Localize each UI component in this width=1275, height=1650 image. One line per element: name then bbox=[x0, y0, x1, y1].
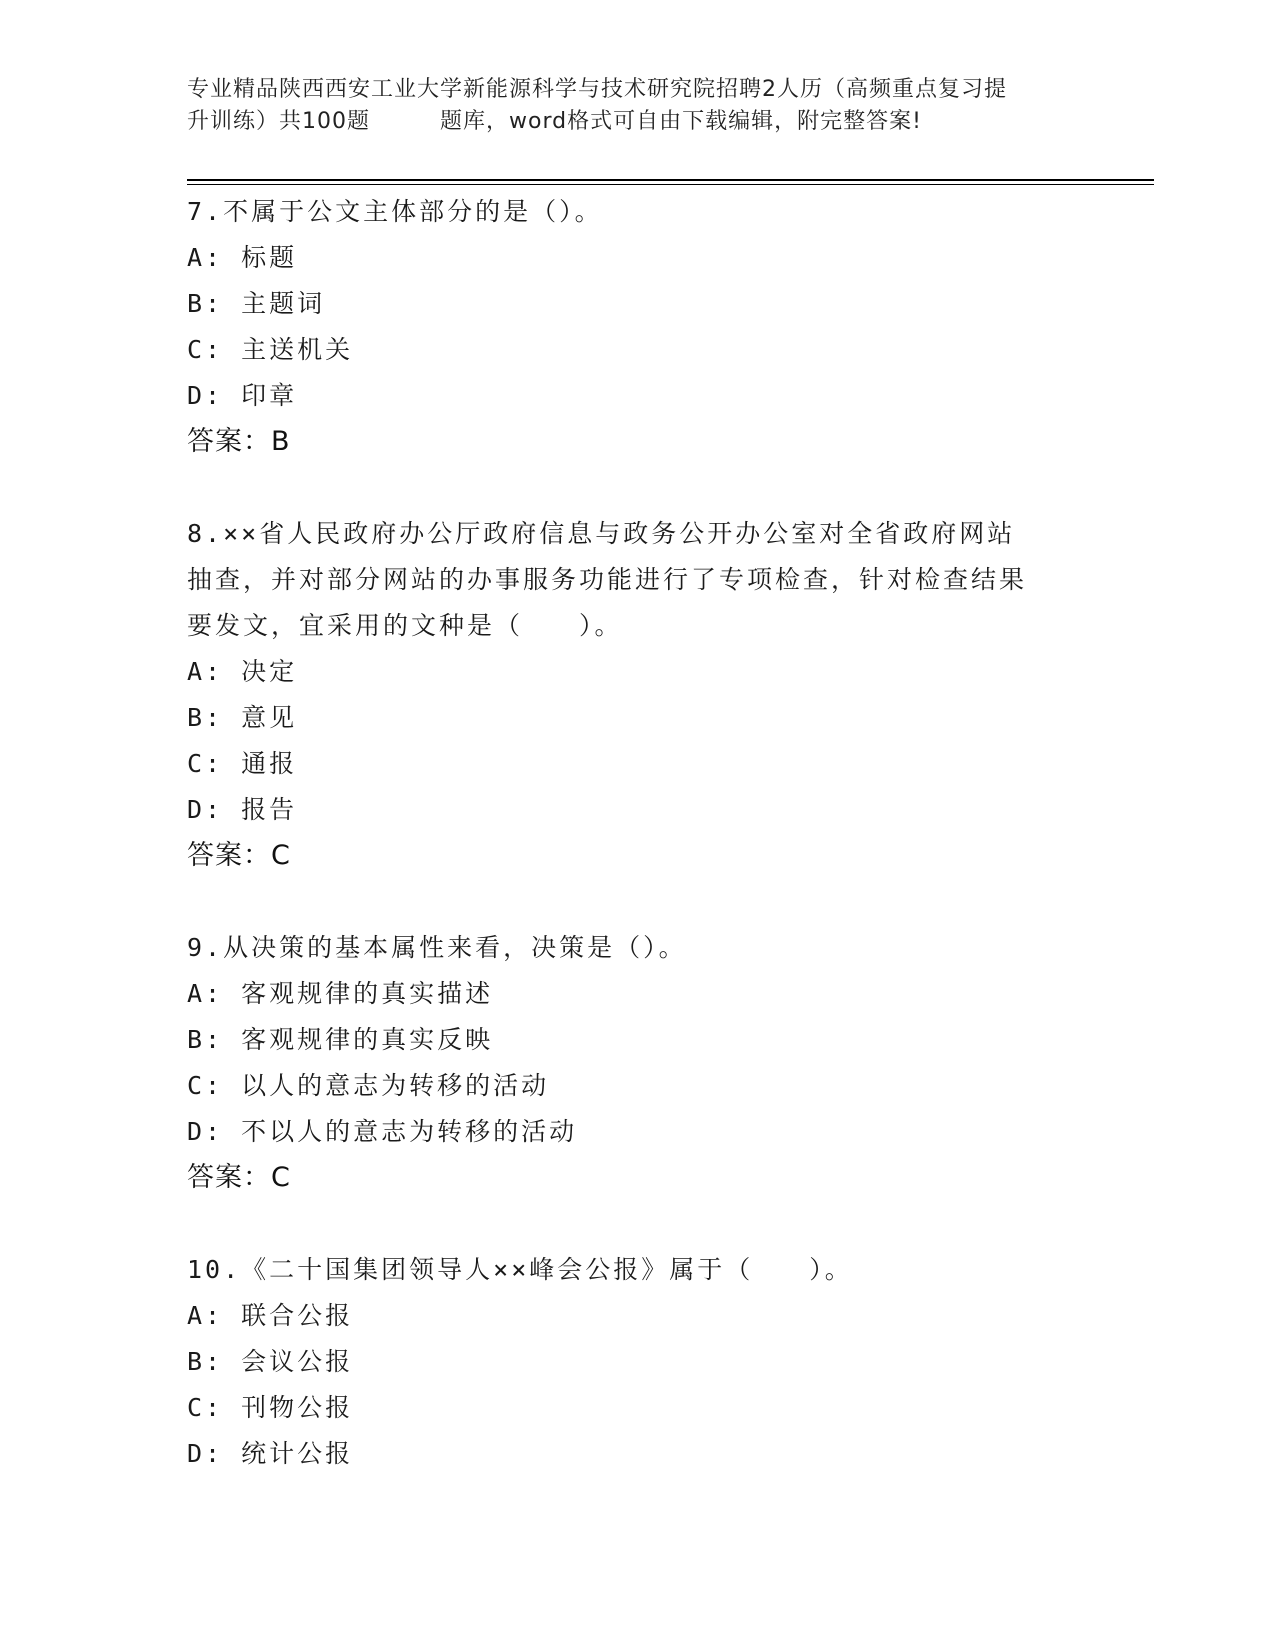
option-c: C: 以人的意志为转移的活动 bbox=[187, 1071, 550, 1100]
header-line-1: 专业精品陕西西安工业大学新能源科学与技术研究院招聘2人历（高频重点复习提 bbox=[187, 77, 1007, 102]
option-b: B: 客观规律的真实反映 bbox=[187, 1025, 494, 1054]
question-stem: 10.《二十国集团领导人××峰会公报》属于（ ）。 bbox=[187, 1255, 853, 1284]
question-block bbox=[187, 925, 1087, 1201]
header-line-2-part-1: 升训练）共100题 bbox=[187, 109, 370, 134]
option-a: A: 标题 bbox=[187, 243, 298, 272]
question-stem: 8.××省人民政府办公厅政府信息与政务公开办公室对全省政府网站 bbox=[187, 519, 1016, 548]
option-b: B: 会议公报 bbox=[187, 1347, 354, 1376]
question-stem: 9.从决策的基本属性来看，决策是（）。 bbox=[187, 933, 687, 962]
question-stem-continued: 抽查，并对部分网站的办事服务功能进行了专项检查，针对检查结果 bbox=[187, 565, 1028, 594]
option-c: C: 刊物公报 bbox=[187, 1393, 354, 1422]
option-d: D: 统计公报 bbox=[187, 1439, 354, 1468]
option-a: A: 联合公报 bbox=[187, 1301, 354, 1330]
question-block bbox=[187, 189, 1087, 465]
answer-line: 答案：C bbox=[187, 840, 291, 871]
question-spacer bbox=[187, 879, 1087, 925]
question-stem-continued: 要发文，宜采用的文种是（ ）。 bbox=[187, 611, 623, 640]
header-rule-thick bbox=[187, 179, 1154, 181]
header-rule-thin bbox=[187, 184, 1154, 185]
answer-line: 答案：C bbox=[187, 1162, 291, 1193]
option-a: A: 客观规律的真实描述 bbox=[187, 979, 494, 1008]
option-a: A: 决定 bbox=[187, 657, 298, 686]
question-spacer bbox=[187, 465, 1087, 511]
header-line-2 bbox=[187, 106, 1087, 138]
option-c: C: 通报 bbox=[187, 749, 298, 778]
question-stem: 7.不属于公文主体部分的是（）。 bbox=[187, 197, 603, 226]
option-b: B: 主题词 bbox=[187, 289, 326, 318]
question-spacer bbox=[187, 1201, 1087, 1247]
header-line-2-part-2: 题库，word格式可自由下载编辑，附完整答案! bbox=[440, 109, 922, 134]
option-b: B: 意见 bbox=[187, 703, 298, 732]
option-c: C: 主送机关 bbox=[187, 335, 354, 364]
question-block bbox=[187, 1247, 1087, 1477]
option-d: D: 印章 bbox=[187, 381, 298, 410]
document-header bbox=[187, 74, 1087, 138]
question-block bbox=[187, 511, 1087, 879]
option-d: D: 不以人的意志为转移的活动 bbox=[187, 1117, 578, 1146]
answer-line: 答案：B bbox=[187, 426, 291, 457]
option-d: D: 报告 bbox=[187, 795, 298, 824]
question-list bbox=[187, 189, 1087, 1477]
